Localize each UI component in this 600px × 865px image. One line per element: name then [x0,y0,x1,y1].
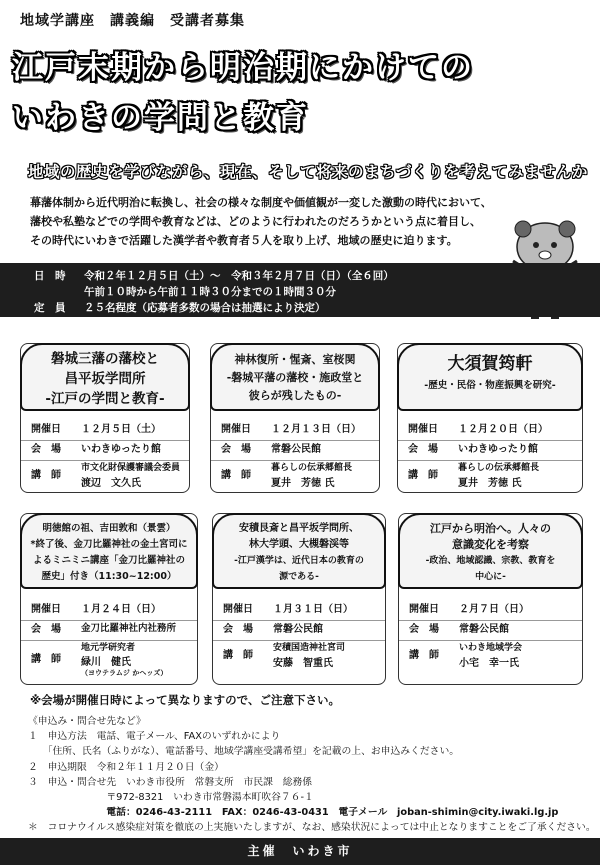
lecture-title-line: 彼らが残したもの- [248,389,342,402]
divider [213,620,385,621]
lecture-details [409,600,576,670]
date-label: 日 時 [34,270,66,282]
subtitle: 地域の歴史を学びながら、現在、そして将来のまちづくりを考えてみませんか [28,163,588,181]
lecturer-label: 講 師 [223,650,253,661]
organizer-footer: 主催 いわき市 [0,838,600,865]
venue-label: 会 場 [408,444,438,455]
lecture-title-line: 歴史」付き（11:30~12:00） [41,571,177,582]
lecturer-label: 講 師 [31,470,61,481]
divider [399,640,582,641]
lecture-title-line: 中心に- [475,572,506,582]
divider [21,640,197,641]
lecture-venue: いわきゆったり館 [81,444,161,455]
page-title-line-2: いわきの学問と教育 [12,100,309,136]
intro-line: 幕藩体制から近代明治に転換し、社会の様々な制度や価値観が一変した激動の時代において、 [30,196,492,209]
info-line: １ 申込方法 電話、電子メール、FAXのいずれかにより [28,731,281,743]
lecturer-name: 安藤 智重氏 [273,658,333,669]
lecture-title-line: 安積艮斎と昌平坂学問所、 [239,523,359,534]
intro-line: その時代にいわきで活躍した漢学者や教育者５人を取り上げ、地域の歴史に迫ります。 [30,234,458,247]
lecturer-label: 講 師 [221,470,251,481]
lecture-title-line: -江戸漢学は、近代日本の教育の [234,556,364,566]
divider [21,440,189,441]
lecture-venue: 金刀比羅神社内社務所 [81,623,177,634]
lecturer-role: 暮らしの伝承郷館長 [458,463,540,473]
lecture-details [31,420,183,488]
date-label: 開催日 [223,604,253,615]
divider [211,440,379,441]
lecture-title [210,343,380,411]
top-label: 地域学講座 講義編 受講者募集 [20,13,245,29]
covid-note: ＊ コロナウイルス感染症対策を徹底の上実施いたしますが、なお、感染状況によっては中止となりますことをご了承ください。 [28,822,596,834]
schedule-band [0,263,600,317]
lecturer-role: 市文化財保護審議会委員 [81,463,181,473]
lecture-venue: 常磐公民館 [273,624,323,635]
info-line: 「住所、氏名（ふりがな）、電話番号、地域学講座受講希望」を記載の上、お申込みください。 [28,746,460,758]
venue-notice: ※会場が開催日時によって異なりますので、ご注意下さい。 [30,693,340,707]
lecture-details [223,600,379,670]
date-label: 開催日 [31,604,61,615]
lecture-card-6 [398,513,583,685]
lecture-card-5 [212,513,386,685]
divider [398,460,582,461]
date-value: 令和２年１２月５日（土）～ 令和３年２月７日（日）（全６回） [84,270,394,282]
lecturer-label: 講 師 [408,470,438,481]
lecturer-role: いわき地域学会 [459,643,523,653]
lecturer-label: 講 師 [31,654,61,665]
lecturer-name: 小宅 幸一氏 [459,658,519,669]
venue-label: 会 場 [221,444,251,455]
date-label: 開催日 [31,424,61,435]
lecture-title [20,343,190,411]
contact-line: 電話：0246-43-2111 FAX：0246-43-0431 電子メール joban-shimin@city.iwaki.lg.jp [28,807,559,819]
lecture-date: １２月５日（土） [81,424,161,435]
lecture-details [408,420,576,488]
lecture-title-line: よるミニミニ講座「金刀比羅神社の [32,555,185,566]
lecture-title-line: *終了後、金刀比羅神社の金土宮司に [30,539,188,550]
lecture-title [397,343,583,411]
lecture-title [20,513,198,589]
lecture-date: １２月１３日（日） [271,424,361,435]
divider [213,640,385,641]
lecturer-name: 渡辺 文久氏 [81,478,141,489]
info-heading: 《申込み・問合せ先など》 [28,716,146,727]
lecture-date: １月２４日（日） [81,604,161,615]
lecture-card-3 [397,343,583,493]
date-label: 開催日 [408,424,438,435]
divider [211,460,379,461]
lecture-title-line: 林大学頭、大槻磐渓等 [249,539,349,550]
lecturer-role: 地元学研究者 [81,643,136,653]
info-line: ２ 申込期限 令和２年１１月２０日（金） [28,761,224,773]
intro-line: 藩校や私塾などでの学問や教育などは、どのように行われたのだろうかという点に着目し、 [30,215,481,228]
lecture-title-line: -江戸の学問と教育- [45,391,165,407]
info-line: 〒972-8321 いわき市常磐湯本町吹谷７６-１ [28,792,314,804]
lecture-title-line: 磐城三藩の藩校と [51,351,159,367]
info-line: ３ 申込・問合せ先 いわき市役所 常磐支所 市民課 総務係 [28,776,313,788]
lecture-title-line: 源である- [279,572,319,582]
page-title-line-1: 江戸末期から明治期にかけての [12,50,474,86]
venue-label: 会 場 [31,444,61,455]
divider [399,620,582,621]
lecture-date: ２月７日（日） [459,604,529,615]
lecture-title [212,513,386,589]
lecturer-label: 講 師 [409,650,439,661]
lecturer-reading: （ヨウテラムジ かへッズ） [81,669,168,677]
lecture-venue: 常磐公民館 [459,624,509,635]
lecture-title-line: -磐城平藩の藩校・施政堂と [226,371,364,384]
lecture-details [221,420,373,488]
lecture-card-1 [20,343,190,493]
lecture-date: １月３１日（日） [273,604,353,615]
lecture-card-4 [20,513,198,685]
lecture-title-line: -歴史・民俗・物産振興を研究- [424,380,556,391]
lecturer-name: 夏井 芳徳 氏 [458,478,522,489]
lecturer-name: 夏井 芳徳 氏 [271,478,335,489]
lecturer-name: 緑川 健氏 [81,657,131,668]
lecture-venue: いわきゆったり館 [458,444,538,455]
lecture-title-line: 昌平坂学問所 [64,371,146,387]
lecturer-role: 安積国造神社宮司 [273,643,346,653]
lecture-date: １２月２０日（日） [458,424,548,435]
venue-label: 会 場 [31,624,61,635]
divider [21,460,189,461]
lecture-card-2 [210,343,380,493]
divider [398,440,582,441]
date-label: 開催日 [221,424,251,435]
lecturer-role: 暮らしの伝承郷館長 [271,463,353,473]
divider [21,620,197,621]
intro-text [30,193,492,250]
lecture-venue: 常磐公民館 [271,444,321,455]
lecture-title-line: -政治、地域認識、宗教、教育を [425,556,556,566]
lecture-title-line: 大須賀筠軒 [447,354,533,374]
venue-label: 会 場 [223,624,253,635]
time-value: 午前１０時から午前１１時３０分までの１時間３０分 [84,286,336,298]
lecture-title-line: 意識変化を考察 [452,538,529,551]
lecture-title-line: 神林復所・惺斎、室桜関 [234,353,356,366]
capacity-value: ２５名程度（応募者多数の場合は抽選により決定） [84,302,326,314]
application-info [28,714,596,836]
capacity-label: 定 員 [34,302,66,314]
lecture-title-line: 明徳館の祖、吉田敦和（景雲） [42,523,176,534]
venue-label: 会 場 [409,624,439,635]
lecture-title [398,513,583,589]
date-label: 開催日 [409,604,439,615]
lecture-title-line: 江戸から明治へ。人々の [430,522,551,535]
